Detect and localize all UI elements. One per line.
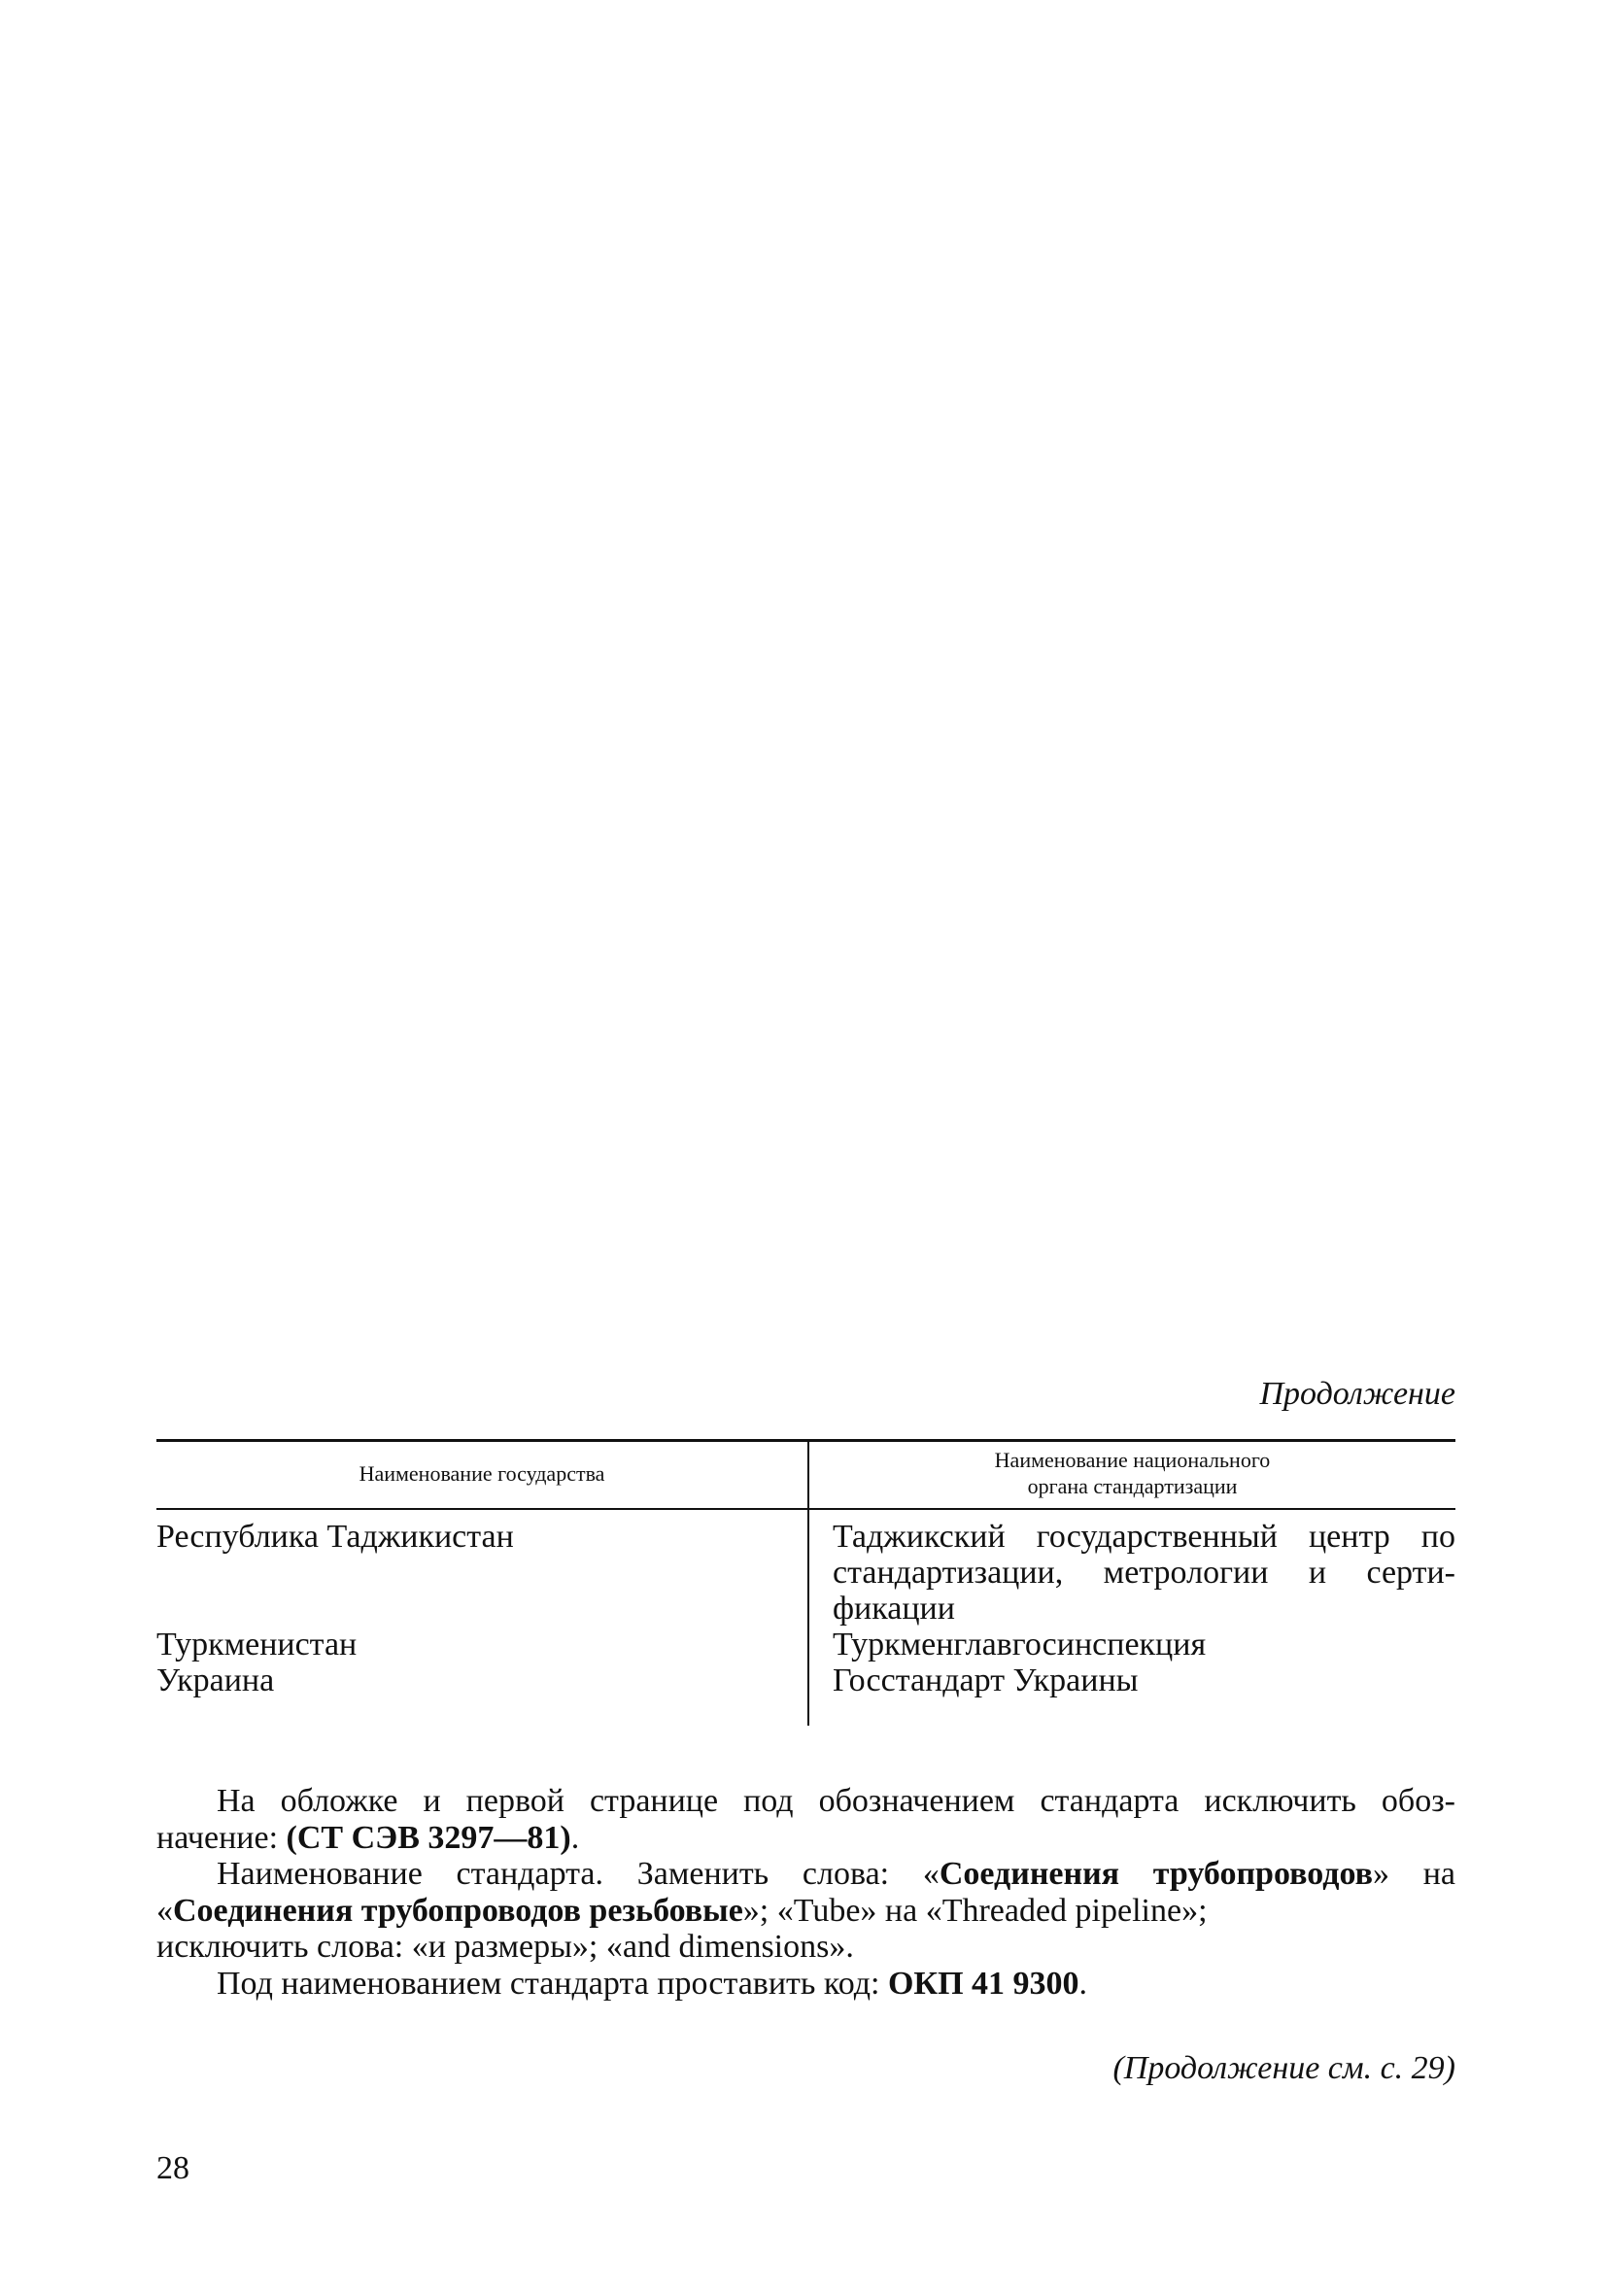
body-line: фикации (833, 1591, 955, 1627)
page-number: 28 (156, 2150, 189, 2186)
old-title-bold: Соединения трубопроводов (939, 1856, 1373, 1892)
table-row-turkmenistan-state: Туркменистан (156, 1627, 358, 1662)
header-standards-body-line1: Наименование национального (994, 1448, 1271, 1472)
text-fragment: « (156, 1892, 173, 1929)
text-fragment: »; «Tube» на «Threaded pipeline»; (742, 1892, 1208, 1929)
paragraph-standard-name (156, 1856, 1455, 1966)
table-header-rule (156, 1508, 1455, 1510)
paragraph-okp-code (156, 1966, 1455, 2003)
standards-bodies-table (156, 1439, 1455, 1726)
body-line: Таджикский государственный центр по (833, 1519, 1455, 1555)
amendment-text (156, 1783, 1455, 2002)
text-line (156, 1820, 1455, 1857)
new-title-bold: Соединения трубопроводов резьбовые (173, 1892, 743, 1929)
paragraph-cover-designation (156, 1783, 1455, 1856)
text-line: На обложке и первой странице под обозначением стандарта исключить обоз- (217, 1783, 1455, 1819)
table-row-ukraine-body (833, 1662, 1455, 1698)
body-line: Госстандарт Украины (833, 1662, 1139, 1698)
table-top-rule (156, 1439, 1455, 1442)
body-line: стандартизации, метрологии и серти- (833, 1555, 1455, 1591)
body-line: Туркменглавгосинспекция (833, 1627, 1207, 1662)
table-row-tajikistan-body (833, 1519, 1455, 1627)
header-standards-body (809, 1447, 1455, 1499)
text-fragment: Под наименованием стандарта проставить код: (217, 1965, 888, 2002)
designation-code: (СТ СЭВ 3297—81) (286, 1819, 571, 1856)
header-standards-body-line2: органа стандартизации (1027, 1474, 1238, 1498)
table-row-ukraine-state: Украина (156, 1662, 275, 1698)
text-fragment: . (570, 1819, 580, 1856)
text-fragment: начение: (156, 1819, 287, 1856)
text-fragment: . (1078, 1965, 1088, 2002)
continued-on-page-note: (Продолжение см. с. 29) (1112, 2050, 1455, 2086)
okp-code: ОКП 41 9300 (887, 1965, 1079, 2002)
text-line (156, 1893, 1455, 1930)
text-fragment: » на (1372, 1856, 1455, 1892)
text-line (156, 1856, 1455, 1893)
table-row-tajikistan-state: Республика Таджикистан (156, 1519, 514, 1555)
table-row-turkmenistan-body (833, 1627, 1455, 1662)
text-fragment: Наименование стандарта. Заменить слова: « (217, 1856, 940, 1892)
continuation-label: Продолжение (1259, 1376, 1455, 1412)
text-line: исключить слова: «и размеры»; «and dimensions». (156, 1929, 854, 1965)
header-state-name: Наименование государства (359, 1461, 605, 1486)
